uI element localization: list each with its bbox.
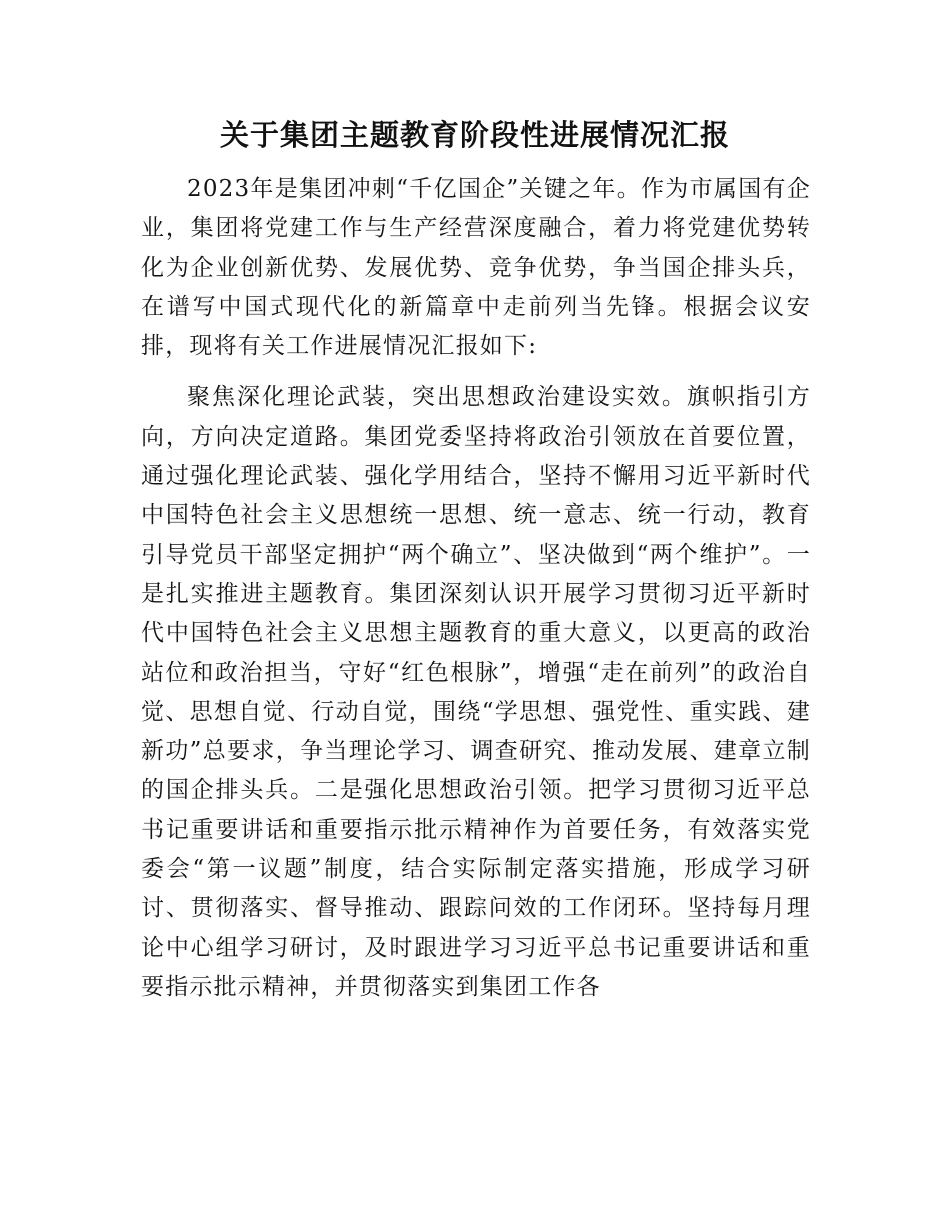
document-body bbox=[141, 170, 811, 1007]
document-title: 关于集团主题教育阶段性进展情况汇报 bbox=[219, 118, 730, 152]
paragraph-theory: 聚焦深化理论武装，突出思想政治建设实效。旗帜指引方向，方向决定道路。集团党委坚持将政治引领放在首要位置，通过强化理论武装、强化学用结合，坚持不懈用习近平新时代中国特色社会主义思想统一思想、统一意志、统一行动，教育引导党员干部坚定拥护“两个确立”、坚决做到“两个维护”。一是扎实推进主题教育。集团深刻认识开展学习贯彻习近平新时代中国特色社会主义思想主题教育的重大意义，以更高的政治站位和政治担当，守好“红色根脉”，增强“走在前列”的政治自觉、思想自觉、行动自觉，围绕“学思想、强党性、重实践、建新功”总要求，争当理论学习、调查研究、推动发展、建章立制的国企排头兵。二是强化思想政治引领。把学习贯彻习近平总书记重要讲话和重要指示批示精神作为首要任务，有效落实党委会“第一议题”制度，结合实际制定落实措施，形成学习研讨、贯彻落实、督导推动、跟踪问效的工作闭环。坚持每月理论中心组学习研讨，及时跟进学习习近平总书记重要讲话和重要指示批示精神，并贯彻落实到集团工作各 bbox=[141, 384, 811, 1000]
paragraph-intro: 2023年是集团冲刺“千亿国企”关键之年。作为市属国有企业，集团将党建工作与生产经营深度融合，着力将党建优势转化为企业创新优势、发展优势、竞争优势，争当国企排头兵，在谱写中国式现代化的新篇章中走前列当先锋。根据会议安排，现将有关工作进展情况汇报如下: bbox=[141, 176, 811, 360]
